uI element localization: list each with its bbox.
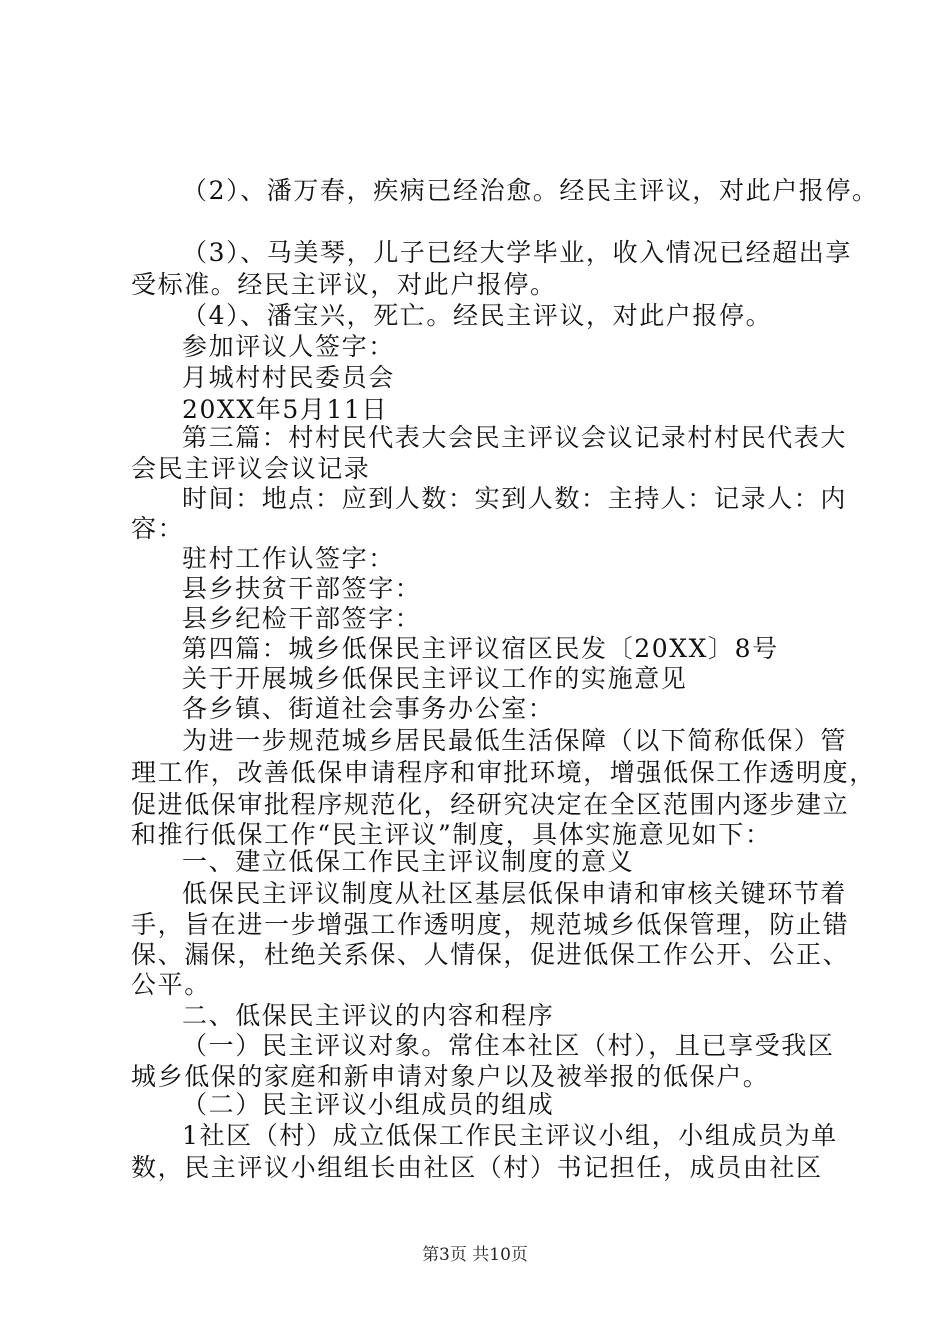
text-line: 县乡纪检干部签字：	[182, 604, 422, 633]
text-line: 月城村村民委员会	[182, 363, 395, 392]
text-line: 和推行低保工作“民主评议”制度，具体实施意见如下：	[131, 820, 772, 849]
text-line: 县乡扶贫干部签字：	[182, 574, 422, 603]
text-line: （二）民主评议小组成员的组成	[182, 1090, 555, 1119]
text-line: 第四篇：城乡低保民主评议宿区民发〔20XX〕8号	[182, 634, 779, 663]
text-line: （4）、潘宝兴，死亡。经民主评议，对此户报停。	[182, 301, 773, 330]
text-line: 一、建立低保工作民主评议制度的意义	[182, 847, 635, 876]
text-line: 驻村工作认签字：	[182, 544, 395, 573]
text-line: 城乡低保的家庭和新申请对象户以及被举报的低保户。	[131, 1062, 770, 1091]
text-line: （2）、潘万春，疾病已经治愈。经民主评议，对此户报停。	[182, 176, 879, 205]
text-line: 1社区（村）成立低保工作民主评议小组，小组成员为单	[182, 1121, 838, 1150]
text-line: 各乡镇、街道社会事务办公室：	[182, 694, 555, 723]
text-line: 保、漏保，杜绝关系保、人情保，促进低保工作公开、公正、	[131, 940, 850, 969]
text-line: （3）、马美琴，儿子已经大学毕业，收入情况已经超出享	[182, 238, 853, 267]
text-line: 参加评议人签字：	[182, 332, 395, 361]
text-line: 关于开展城乡低保民主评议工作的实施意见	[182, 664, 688, 693]
text-line: 为进一步规范城乡居民最低生活保障（以下简称低保）管	[182, 726, 848, 755]
text-line: （一）民主评议对象。常住本社区（村），且已享受我区	[182, 1031, 835, 1060]
text-line: 手，旨在进一步增强工作透明度，规范城乡低保管理，防止错	[131, 910, 850, 939]
text-line: 促进低保审批程序规范化，经研究决定在全区范围内逐步建立	[131, 790, 850, 819]
text-line: 容：	[131, 514, 185, 543]
text-line: 理工作，改善低保申请程序和审批环境，增强低保工作透明度，	[131, 758, 876, 787]
text-line: 受标准。经民主评议，对此户报停。	[131, 270, 557, 299]
page-number: 第3页 共10页	[422, 1245, 528, 1265]
text-line: 二、低保民主评议的内容和程序	[182, 1001, 555, 1030]
text-line: 公平。	[131, 970, 211, 999]
text-line: 会民主评议会议记录	[131, 454, 371, 483]
text-line: 第三篇：村村民代表大会民主评议会议记录村村民代表大	[182, 423, 848, 452]
text-line: 时间：地点：应到人数：实到人数：主持人：记录人：内	[182, 484, 848, 513]
text-line: 低保民主评议制度从社区基层低保申请和审核关键环节着	[182, 879, 848, 908]
text-line: 数，民主评议小组组长由社区（村）书记担任，成员由社区	[131, 1153, 823, 1182]
text-line: 20XX年5月11日	[182, 395, 389, 424]
